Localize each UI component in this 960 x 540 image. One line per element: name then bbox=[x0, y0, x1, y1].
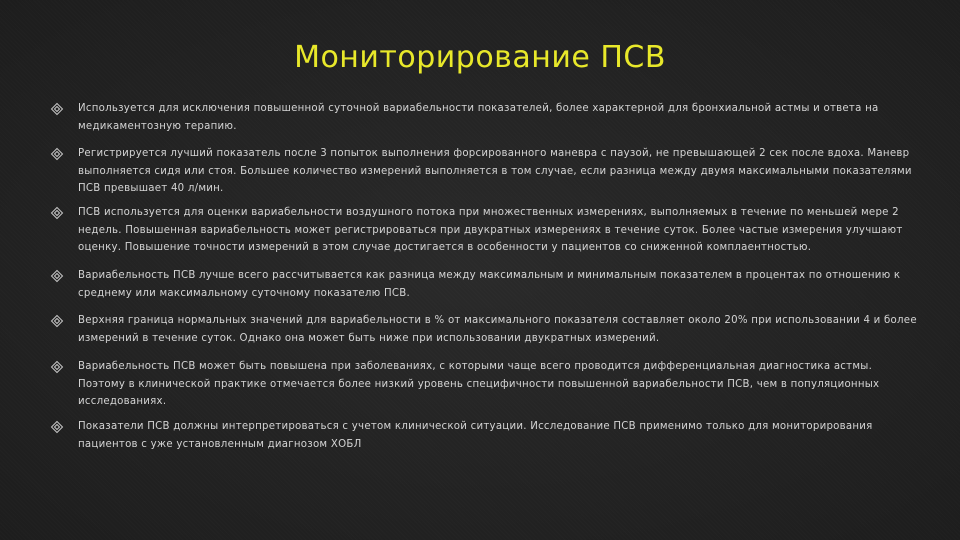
bullet-text: Вариабельность ПСВ может быть повышена при заболеваниях, с которыми чаще всего проводится дифференциальная диагностика астмы. Поэтому в клинической практике отмечается более низкий уровень специфичности повышенной вариабельности ПСВ, чем в популяционных исследованиях. bbox=[78, 361, 880, 407]
diamond-outline-icon bbox=[50, 420, 64, 434]
bullet-item bbox=[50, 358, 920, 418]
diamond-outline-icon bbox=[50, 360, 64, 374]
bullet-item bbox=[50, 145, 920, 204]
diamond-outline-icon bbox=[50, 147, 64, 161]
bullet-item bbox=[50, 312, 920, 358]
diamond-outline-icon bbox=[50, 206, 64, 220]
bullet-text: Показатели ПСВ должны интерпретироваться с учетом клинической ситуации. Исследование ПСВ применимо только для мониторирования пациентов с уже установленным диагнозом ХОБЛ bbox=[78, 421, 873, 450]
bullet-text: Используется для исключения повышенной суточной вариабельности показателей, более характерной для бронхиальной астмы и ответа на медикаментозную терапию. bbox=[78, 103, 879, 132]
bullet-text: Регистрируется лучший показатель после 3 попыток выполнения форсированного маневра с паузой, не превышающей 2 сек после вдоха. Маневр выполняется сидя или стоя. Большее количество измерений выполняется в том случае, если разница между двумя максимальными показателями ПСВ превышает 40 л/мин. bbox=[78, 148, 912, 194]
bullet-item bbox=[50, 100, 920, 145]
bullet-text: Вариабельность ПСВ лучше всего рассчитывается как разница между максимальным и минимальным показателем в процентах по отношению к среднему или максимальному суточному показателю ПСВ. bbox=[78, 270, 901, 299]
bullet-item bbox=[50, 418, 920, 458]
bullet-item bbox=[50, 204, 920, 267]
bullet-text: ПСВ используется для оценки вариабельности воздушного потока при множественных измерениях, выполняемых в течение по меньшей мере 2 недель. Повышенная вариабельность может регистрироваться при двукратных измерениях в течение суток. Более частые измерения улучшают оценку. Повышение точности измерений в этом случае достигается в особенности у пациентов со сниженной комплаентностью. bbox=[78, 207, 903, 253]
diamond-outline-icon bbox=[50, 102, 64, 116]
diamond-outline-icon bbox=[50, 269, 64, 283]
bullet-text: Верхняя граница нормальных значений для вариабельности в % от максимального показателя составляет около 20% при использовании 4 и более измерений в течение суток. Однако она может быть ниже при использовании двукратных измерений. bbox=[78, 315, 917, 344]
slide-title: Мониторирование ПСВ bbox=[294, 40, 666, 75]
bullet-list bbox=[50, 100, 920, 458]
diamond-outline-icon bbox=[50, 314, 64, 328]
bullet-item bbox=[50, 267, 920, 312]
